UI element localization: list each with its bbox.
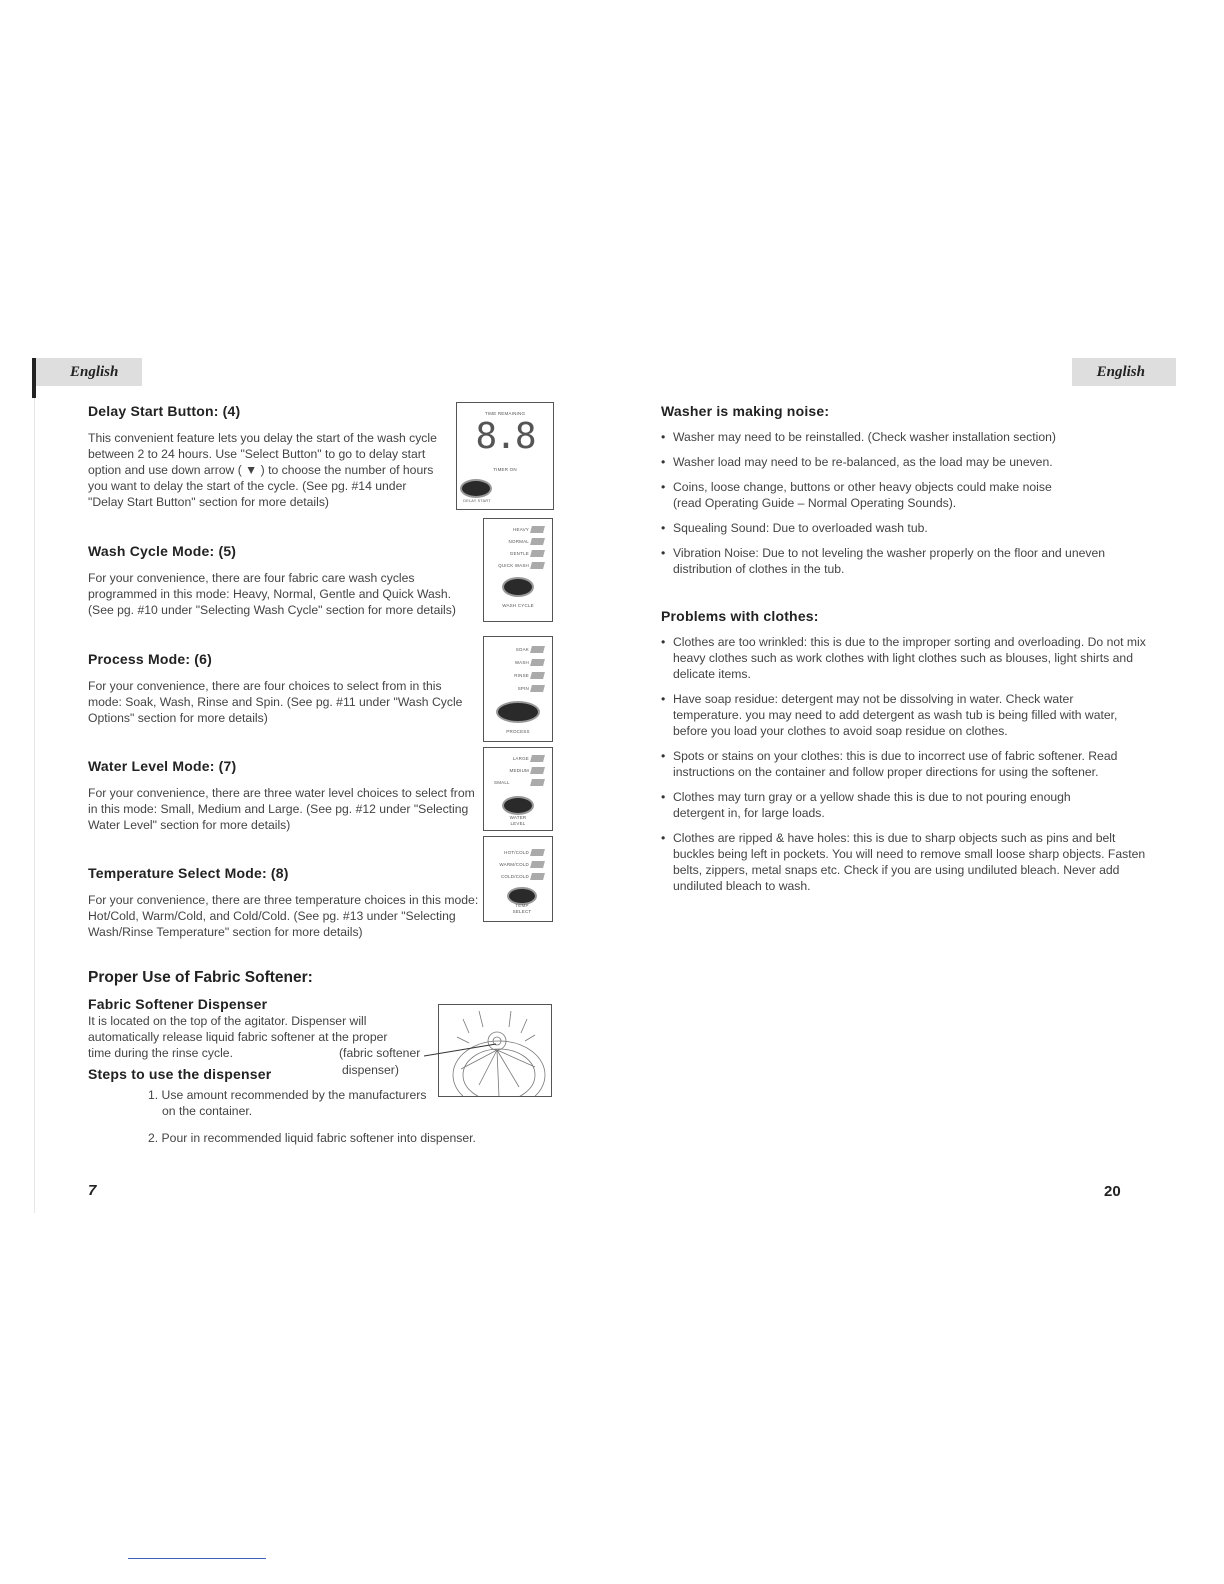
indicator-light: [530, 646, 545, 653]
timer-display-panel: [456, 402, 554, 510]
section-body: For your convenience, there are three temperature choices in this mode: Hot/Cold, Warm/Cold, and Cold/Cold. (See pg. #13 under "Selecting Wash/Rinse Temperature" section for more details): [88, 893, 479, 939]
option-list: [484, 847, 552, 883]
list-item: • Washer load may need to be re-balanced, as the load may be uneven.: [661, 454, 1093, 470]
option-row: SOAK: [484, 644, 552, 657]
option-list: [484, 644, 552, 696]
seven-segment-display: 8.8: [475, 416, 535, 457]
section-body: This convenient feature lets you delay the start of the wash cycle between 2 to 24 hours. Use "Select Button" to go to delay start option and use down arrow ( ▼ ) to choose the number of hours you want to delay the start of the cycle. (See pg. #14 under "Delay Start Button" section for more details): [88, 431, 437, 509]
process-button[interactable]: [496, 701, 540, 723]
section-water-level: [88, 758, 480, 833]
option-row: HOT/COLD: [484, 847, 552, 859]
option-row: COLD/COLD: [484, 871, 552, 883]
panel-label: PROCESS: [506, 729, 530, 734]
section-body: For your convenience, there are four fabric care wash cycles programmed in this mode: Heavy, Normal, Gentle and Quick Wash. (See pg. #10 under "Selecting Wash Cycle" section for more details): [88, 571, 456, 617]
section-temperature: [88, 865, 482, 940]
delay-start-button[interactable]: [460, 479, 492, 498]
indicator-light: [530, 861, 545, 868]
temperature-panel: [483, 836, 553, 922]
section-heading: Process Mode: (6): [88, 651, 212, 667]
section-body: For your convenience, there are four choices to select from in this mode: Soak, Wash, Rinse and Spin. (See pg. #11 under "Wash Cycle Options" section for more details): [88, 679, 463, 725]
option-row: NORMAL: [484, 536, 552, 548]
section-wash-cycle: [88, 543, 468, 618]
panel-label: WASH CYCLE: [502, 603, 534, 608]
sub-heading: Fabric Softener Dispenser: [88, 996, 268, 1012]
indicator-light: [530, 550, 545, 557]
indicator-light: [530, 767, 545, 774]
section-heading: Proper Use of Fabric Softener:: [88, 969, 313, 986]
section-heading: Delay Start Button: (4): [88, 403, 241, 419]
language-tab-right: [1072, 358, 1176, 386]
wash-cycle-button[interactable]: [502, 577, 534, 597]
section-heading: Temperature Select Mode: (8): [88, 865, 289, 881]
section-body: It is located on the top of the agitator. Dispenser will automatically release liquid fabric softener at the proper time during the rinse cycle.: [88, 1014, 388, 1060]
list-item: • Squealing Sound: Due to overloaded wash tub.: [661, 520, 1093, 536]
water-level-button[interactable]: [502, 796, 534, 815]
section-heading: Water Level Mode: (7): [88, 758, 237, 774]
list-item: • Washer may need to be reinstalled. (Check washer installation section): [661, 429, 1093, 445]
list-item: 1. Use amount recommended by the manufacturers on the container.: [148, 1088, 427, 1118]
section-delay-start: [88, 403, 448, 510]
wash-cycle-panel: [483, 518, 553, 622]
indicator-light: [530, 779, 545, 786]
panel-label: WATER: [509, 815, 527, 820]
indicator-light: [530, 538, 545, 545]
indicator-light: [530, 672, 545, 679]
indicator-light: [530, 849, 545, 856]
language-tab-label: English: [70, 364, 119, 380]
section-process: [88, 651, 480, 726]
callout-leader-line: [424, 1040, 504, 1060]
option-row: QUICK WASH: [484, 560, 552, 572]
section-heading: Washer is making noise:: [661, 403, 830, 419]
list-item: 2. Pour in recommended liquid fabric softener into dispenser.: [148, 1131, 476, 1145]
indicator-light: [530, 755, 545, 762]
option-row: MEDIUM: [484, 765, 552, 777]
option-row: WARM/COLD: [484, 859, 552, 871]
panel-label: TEMP: [515, 903, 529, 908]
option-row: HEAVY: [484, 524, 552, 536]
list-item: • Vibration Noise: Due to not leveling the washer properly on the floor and uneven distribution of clothes in the tub.: [661, 545, 1125, 577]
page-number-left: 7: [88, 1182, 97, 1199]
indicator-light: [530, 873, 545, 880]
option-list: [484, 524, 552, 572]
option-row: SMALL: [484, 777, 552, 789]
steps-heading: Steps to use the dispenser: [88, 1066, 272, 1082]
section-noise: [661, 403, 1151, 586]
option-list: [484, 753, 552, 789]
callout-line: dispenser): [342, 1063, 399, 1077]
clothes-list: [661, 634, 1151, 894]
panel-label: TIME REMAINING: [484, 411, 526, 416]
noise-list: [661, 429, 1151, 577]
indicator-light: [530, 659, 545, 666]
list-item: • Clothes may turn gray or a yellow shade this is due to not pouring enough detergent in, for large loads.: [661, 789, 1113, 821]
dispenser-steps: [148, 1087, 488, 1146]
page-number-right: 20: [1104, 1183, 1121, 1200]
scan-bottom-line: [128, 1558, 266, 1559]
list-item: • Have soap residue: detergent may not be dissolving in water. Check water temperature. you may need to add detergent as wash tub is being filled with water, before you load your clothes to avoid soap residue on clothes.: [661, 691, 1123, 739]
indicator-light: [530, 526, 545, 533]
list-item: • Clothes are ripped & have holes: this is due to sharp objects such as pins and belt buckles being left in pockets. You will need to remove small loose sharp objects. Fasten belts, zippers, metal snaps etc. Check if you are using undiluted bleach. Never add undiluted bleach to wash.: [661, 830, 1158, 894]
water-level-panel: [483, 747, 553, 831]
process-panel: [483, 636, 553, 742]
option-row: WASH: [484, 657, 552, 670]
option-row: GENTLE: [484, 548, 552, 560]
section-heading: Wash Cycle Mode: (5): [88, 543, 237, 559]
section-clothes: [661, 608, 1151, 903]
panel-label: TIMER ON: [493, 467, 517, 472]
scan-edge-shadow: [34, 398, 35, 1213]
option-row: LARGE: [484, 753, 552, 765]
list-item: • Clothes are too wrinkled: this is due to the improper sorting and overloading. Do not mix heavy clothes such as work clothes with light clothes such as blouses, light shirts and delicate items.: [661, 634, 1153, 682]
option-row: SPIN: [484, 683, 552, 696]
list-item: • Coins, loose change, buttons or other heavy objects could make noise (read Operating Guide – Normal Operating Sounds).: [661, 479, 1073, 511]
language-tab-label: English: [1096, 364, 1145, 380]
section-body: For your convenience, there are three water level choices to select from in this mode: Small, Medium and Large. (See pg. #12 under "Selecting Water Level" section for more details): [88, 786, 475, 832]
panel-label: LEVEL: [510, 821, 526, 826]
option-row: RINSE: [484, 670, 552, 683]
indicator-light: [530, 685, 545, 692]
section-heading: Problems with clothes:: [661, 608, 819, 624]
panel-label: DELAY START: [463, 499, 491, 503]
list-item: • Spots or stains on your clothes: this is due to incorrect use of fabric softener. Read instructions on the container and follow proper directions for using the softener.: [661, 748, 1143, 780]
language-tab-left: [36, 358, 142, 386]
panel-label: SELECT: [512, 909, 532, 914]
callout-line: (fabric softener: [339, 1046, 421, 1060]
indicator-light: [530, 562, 545, 569]
